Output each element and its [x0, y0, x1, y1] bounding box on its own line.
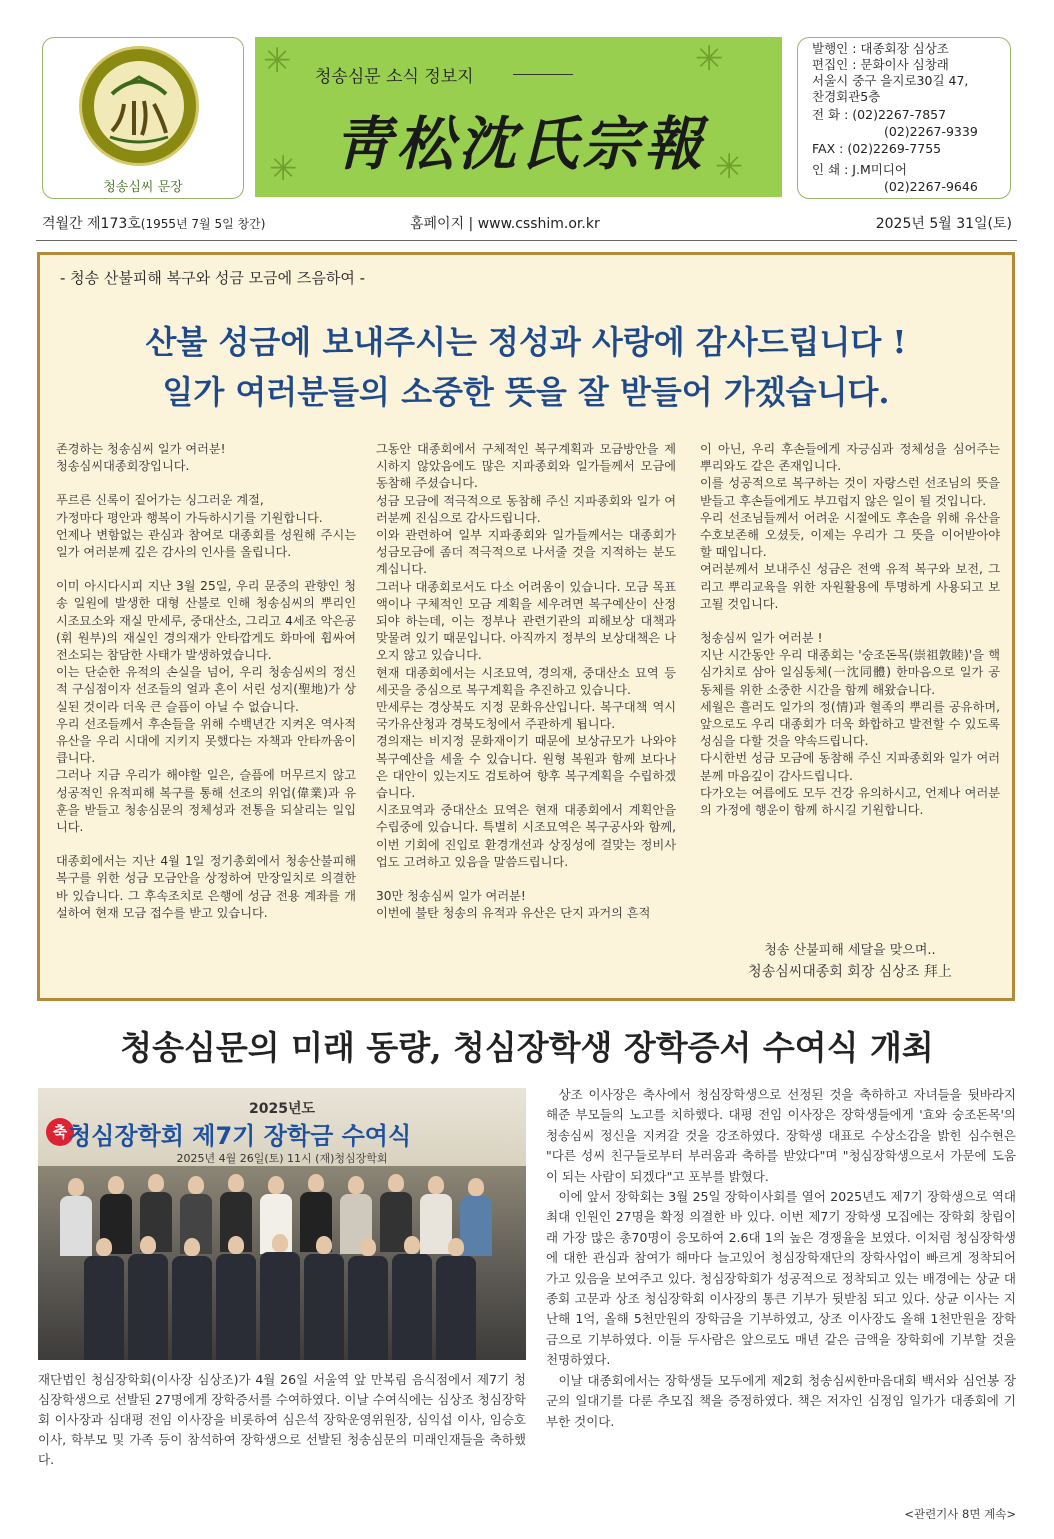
paragraph: 지난 시간동안 우리 대종회는 '숭조돈목(崇祖敦睦)'을 핵심가치로 삼아 일심동체(一沈同體) 한마음으로 일가 공동체를 위한 소중한 시간을 함께 해왔습니다.	[700, 648, 1000, 697]
letter-headline-2: 일가 여러분들의 소중한 뜻을 잘 받들어 가겠습니다.	[162, 373, 890, 411]
celebration-badge-icon: 축	[46, 1118, 74, 1146]
paragraph: 성금 모금에 적극적으로 동참해 주신 지파종회와 일가 여러분께 진심으로 감사드립니다.	[376, 493, 676, 525]
signature-note: 청송 산불피해 세달을 맞으며..	[764, 943, 936, 958]
paragraph: 세월은 흘러도 일가의 정(情)과 혈족의 뿌리를 공유하며, 앞으로도 우리 대종회가 더욱 화합하고 발전할 수 있도록 성심을 다할 것을 약속드립니다.	[700, 699, 1000, 749]
paragraph: 청송심씨 일가 여러분 !	[700, 631, 823, 646]
photo-caption: 재단법인 청심장학회(이사장 심상조)가 4월 26일 서울역 앞 만복림 음식점에서 제7기 청심장학생으로 선발된 27명에게 장학증서를 수여하였다. 이날 수여식에는 심상조 청심장학회 이사장과 심대평 전임 이사장을 비롯하여 심은석 장학운영위원장, 심익섭 이사, 임승호 이사, 학부모 및 가족 등이 참석하여 장학생으로 선발된 청송심문의 미래인재들을 축하했다.	[38, 1372, 526, 1467]
phone-line: 전 화 : (02)2267-7857	[812, 107, 947, 122]
letter-column-1	[56, 441, 356, 922]
printer-phone-line: (02)2267-9646	[884, 179, 978, 194]
paragraph: 그러나 대종회로서도 다소 어려움이 있습니다. 모금 목표액이나 구체적인 모금 계획을 세우려면 복구예산이 산정되야 하는데, 이는 정부나 관련기관의 피해보상 대책과 맞물려 있기 때문입니다. 아직까지 정부의 보상대책은 나오지 않고 있습니다.	[376, 579, 676, 663]
paragraph: 그러나 지금 우리가 해야할 일은, 슬픔에 머무르지 않고 성공적인 유적피해 복구를 통해 선조의 위업(偉業)과 유훈을 받들고 청송심문의 정체성과 전통을 되살리는 일입니다.	[56, 768, 356, 835]
paragraph: 이미 아시다시피 지난 3월 25일, 우리 문중의 관향인 청송 일원에 발생한 대형 산불로 인해 청송심씨의 뿌리인 시조묘소와 재실 만세루, 중대산소, 그리고 4세조 악은공(휘 원부)의 재실인 경의재가 안타깝게도 화마에 휩싸여 전소되는 참담한 사태가 발생하였습니다.	[56, 579, 356, 663]
ceremony-photo	[38, 1088, 526, 1360]
printer-line: 인 쇄 : J.M미디어	[812, 162, 907, 177]
fax-line: FAX : (02)2269-7755	[812, 141, 942, 156]
letter-kicker: - 청송 산불피해 복구와 성금 모금에 즈음하여 -	[60, 269, 366, 287]
publisher-info	[797, 37, 1011, 199]
paragraph: 우리 선조들께서 후손들을 위해 수백년간 지켜온 역사적 유산을 우리 시대에 지키지 못했다는 자책과 안타까움이 큽니다.	[56, 716, 356, 766]
founded-date: (1955년 7월 5일 창간)	[140, 217, 266, 231]
masthead-subtitle: 청송심문 소식 정보지	[315, 67, 474, 87]
photo-banner-title: 청심장학회 제7기 장학금 수여식	[68, 1122, 412, 1150]
pine-decoration-icon: ✳	[269, 149, 298, 189]
paragraph: 현재 대종회에서는 시조묘역, 경의재, 중대산소 묘역 등 세곳을 중심으로 복구계획을 추진하고 있습니다.	[376, 665, 676, 697]
paragraph: 다가오는 여름에도 모두 건강 유의하시고, 언제나 여러분의 가정에 행운이 함께 하시길 기원합니다.	[700, 785, 1000, 818]
paragraph: 이에 앞서 장학회는 3월 25일 장학이사회를 열어 2025년도 제7기 장학생으로 역대 최대 인원인 27명을 확정 의결한 바 있다. 이번 제7기 장학생 모집에는 장학회 창립이래 가장 많은 총70명이 응모하여 2.6대 1의 높은 경쟁율을 보였다. 이처럼 청심장학생에 대한 관심과 참여가 해마다 늘고있어 청심장학재단의 장학사업이 빠르게 정착되어 가고 있음을 보여주고 있다. 청심장학회가 성공적으로 정착되고 있는 배경에는 상균 대종회 고문과 상조 청심장학회 이사장의 통큰 기부가 뒷받침 되고 있다. 상균 이사는 지난해 1억, 올해 5천만원의 장학금을 기부하였고, 상조 이사장도 올해 1천만원을 장학금으로 기부하였다. 이들 두사람은 앞으로도 매년 같은 금액을 장학회에 기부할 것을 천명하였다.	[546, 1189, 1016, 1368]
paragraph: 이는 단순한 유적의 손실을 넘어, 우리 청송심씨의 정신적 구심점이자 선조들의 얼과 혼이 서린 성지(聖地)가 상실된 것이라 더욱 큰 슬픔이 아닐 수 없습니다.	[56, 665, 356, 714]
paragraph: 이날 대종회에서는 장학생들 모두에게 제2회 청송심씨한마음대회 백서와 심언봉 장군의 일대기를 다룬 추모집 책을 증정하였다. 책은 저자인 심정임 일가가 대종회에 기부한 것이다.	[546, 1372, 1016, 1429]
paragraph: 시조묘역과 중대산소 묘역은 현재 대종회에서 계획안을 수립중에 있습니다. 특별히 시조묘역은 복구공사와 함께, 이번 기회에 진입로 환경개선과 상징성에 걸맞는 정비사업도 고려하고 있음을 말씀드립니다.	[376, 803, 676, 869]
paragraph: 이 아닌, 우리 후손들에게 자긍심과 정체성을 심어주는 뿌리와도 같은 존재입니다.	[700, 442, 1000, 474]
article-headline: 청송심문의 미래 동량, 청심장학생 장학증서 수여식 개최	[120, 1028, 934, 1067]
masthead-title: 靑松沈氏宗報	[333, 110, 706, 178]
masthead-banner	[255, 37, 782, 197]
issue-date: 2025년 5월 31일(토)	[875, 216, 1012, 232]
paragraph: 여러분께서 보내주신 성금은 전액 유적 복구와 보전, 그리고 뿌리교육을 위한 자원활용에 투명하게 사용되고 보고될 것입니다.	[700, 562, 1000, 611]
pine-decoration-icon: ✳	[715, 147, 744, 187]
phone-line: (02)2267-9339	[884, 124, 978, 139]
paragraph: 경의재는 비지정 문화재이기 때문에 보상규모가 나와야 복구예산을 세울 수 있습니다. 원형 복원과 함께 보다나은 대안이 있는지도 검토하여 향후 복구계획을 수립하겠습니다.	[376, 734, 676, 801]
pine-decoration-icon: ✳	[263, 41, 292, 81]
paragraph: 이번에 불탄 청송의 유적과 유산은 단지 과거의 흔적	[376, 906, 651, 921]
subtitle-rule	[513, 74, 573, 75]
clan-seal-logo	[79, 46, 199, 166]
paragraph: 언제나 변함없는 관심과 참여로 대종회를 성원해 주시는 일가 여러분께 깊은 감사의 인사를 올립니다.	[56, 527, 356, 560]
paragraph: 존경하는 청송심씨 일가 여러분!	[56, 442, 226, 456]
publisher-line: 발행인 : 대종회장 심상조	[812, 41, 949, 56]
homepage-link[interactable]: 홈페이지 | www.csshim.or.kr	[410, 216, 600, 232]
letter-headline-1: 산불 성금에 보내주시는 정성과 사랑에 감사드립니다 !	[145, 323, 907, 361]
issue-number-text: 격월간 제173호	[42, 216, 141, 232]
paragraph: 그동안 대종회에서 구체적인 복구계획과 모금방안을 제시하지 않았음에도 많은 지파종회와 일가들께서 모금에 동참해 주셨습니다.	[376, 442, 676, 491]
emblem-box	[42, 37, 244, 199]
photo-banner-date: 2025년 4월 26일(토) 11시 (재)청심장학회	[176, 1152, 388, 1165]
paragraph: 우리 선조님들께서 어려운 시절에도 후손을 위해 유산을 수호보존해 오셨듯, 이제는 우리가 그 뜻을 이어받아야 할 때입니다.	[700, 510, 1000, 560]
paragraph: 가정마다 평안과 행복이 가득하시기를 기원합니다.	[56, 510, 323, 525]
address-line: 서울시 중구 을지로30길 47,	[812, 73, 969, 88]
paragraph: 다시한번 성금 모금에 동참해 주신 지파종회와 일가 여러분께 마음깊이 감사드립니다.	[700, 751, 1000, 783]
paragraph: 이와 관련하여 일부 지파종회와 일가들께서는 대종회가 성금모금에 좀더 적극적으로 나서줄 것을 지적하는 분도 계십니다.	[376, 528, 676, 577]
paragraph: 대종회에서는 지난 4월 1일 정기총회에서 청송산불피해복구를 위한 성금 모금안을 상정하여 만장일치로 의결한 바 있습니다. 그 후속조치로 은행에 성금 전용 계좌를 개설하여 현재 모금 접수를 받고 있습니다.	[56, 854, 356, 920]
signature-name: 청송심씨대종회 회장 심상조 拜上	[748, 964, 952, 980]
divider	[36, 240, 1017, 241]
issue-number	[42, 213, 265, 233]
article-body	[546, 1085, 1016, 1432]
address-line: 찬경회관5층	[812, 89, 881, 104]
editor-line: 편집인 : 문화이사 심창래	[812, 57, 949, 72]
seal-caption: 청송심씨 문장	[103, 180, 183, 195]
pine-decoration-icon: ✳	[695, 39, 724, 79]
president-letter	[37, 252, 1015, 1001]
paragraph: 30만 청송심씨 일가 여러분!	[376, 889, 526, 904]
group-of-people	[38, 1166, 526, 1360]
paragraph: 이를 성공적으로 복구하는 것이 자랑스런 선조님의 뜻을 받들고 후손들에게도 부끄럽지 않은 일이 될 것입니다.	[700, 476, 1000, 508]
paragraph: 상조 이사장은 축사에서 청심장학생으로 선정된 것을 축하하고 자녀들을 뒷바라지 해준 부모들의 노고를 치하했다. 대평 전임 이사장은 장학생들에게 '효와 숭조돈목'의 청송심씨 정신을 지켜갈 것을 강조하였다. 장학생 대표로 수상소감을 밝힌 심수현은 "다른 성씨 친구들로부터 부러움과 축하를 받았다"며 "청심장학생으로서 가문에 도움이 되는 사람이 되겠다"고 포부를 밝혔다.	[546, 1087, 1016, 1184]
paragraph: 청송심씨대종회장입니다.	[56, 459, 190, 474]
letter-column-2	[376, 441, 676, 922]
related-article-note: <관련기사 8면 계속>	[904, 1507, 1016, 1521]
paragraph: 푸르른 신록이 짙어가는 싱그러운 계절,	[56, 493, 264, 508]
letter-column-3	[700, 441, 1000, 819]
paragraph: 만세루는 경상북도 지정 문화유산입니다. 복구대책 역시 국가유산청과 경북도청에서 주관하게 됩니다.	[376, 700, 676, 732]
photo-banner-year: 2025년도	[248, 1101, 315, 1117]
